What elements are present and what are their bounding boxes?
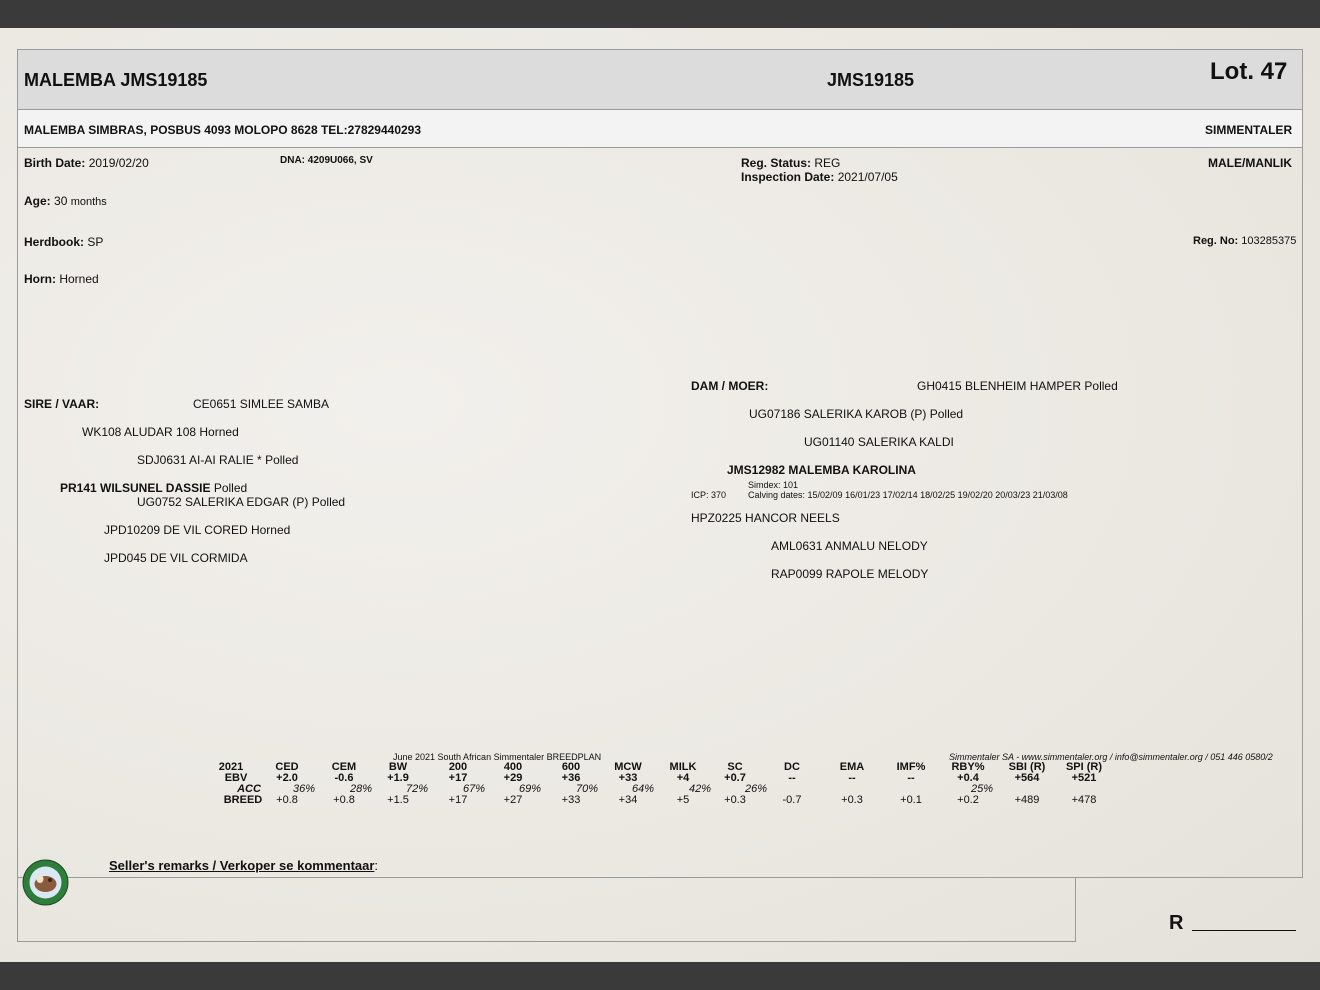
- ebv-h-dc: DC: [784, 761, 800, 773]
- breed-label: SIMMENTALER: [1205, 123, 1293, 137]
- ebv-breed-200: +17: [448, 794, 468, 806]
- ebv-ebv-ema: --: [848, 772, 856, 784]
- ebv-acc-400: 69%: [518, 783, 542, 795]
- ebv-ebv-200: +17: [448, 772, 468, 784]
- price-currency: R: [1169, 912, 1184, 934]
- ebv-breed-mcw: +34: [618, 794, 638, 806]
- sellers-remarks-label: [109, 858, 378, 873]
- ebv-ebv-sbi-r: +564: [1014, 772, 1040, 784]
- ebv-breed-400: +27: [503, 794, 523, 806]
- ebv-row-ebv-label: EBV: [224, 772, 248, 784]
- ebv-acc-rby: 25%: [970, 783, 994, 795]
- ebv-h-bw: BW: [388, 761, 408, 773]
- lot-number: Lot. 47: [1210, 58, 1288, 85]
- ebv-h-400: 400: [503, 761, 523, 773]
- ebv-ebv-dc: --: [788, 772, 796, 784]
- dam-top: GH0415 BLENHEIM HAMPER Polled: [917, 379, 1118, 393]
- age: [24, 194, 107, 208]
- sire-dam-dam: JPD045 DE VIL CORMIDA: [104, 551, 248, 565]
- sire-sire-sire: SDJ0631 AI-AI RALIE * Polled: [137, 453, 299, 467]
- ebv-h-ema: EMA: [839, 761, 865, 773]
- ebv-h-cem: CEM: [331, 761, 357, 773]
- ebv-h-mcw: MCW: [614, 761, 642, 773]
- price-line: [1192, 930, 1296, 931]
- dam-dam: HPZ0225 HANCOR NEELS: [691, 511, 840, 525]
- age-value: 30: [54, 194, 68, 208]
- birth-date-value: 2019/02/20: [88, 156, 149, 170]
- ebv-acc-ced: 36%: [292, 783, 316, 795]
- ebv-ebv-sc: +0.7: [724, 772, 746, 784]
- dna-info: DNA: 4209U066, SV: [280, 155, 373, 166]
- birth-date-label: Birth Date:: [24, 156, 86, 170]
- ebv-breed-imf: +0.1: [900, 794, 922, 806]
- dam-sire-dam: UG01140 SALERIKA KALDI: [804, 435, 954, 449]
- ebv-h-imf: IMF%: [896, 761, 926, 773]
- ebv-h-milk: MILK: [669, 761, 697, 773]
- sire-sire-dam: [60, 481, 247, 495]
- ebv-breed-cem: +0.8: [333, 794, 355, 806]
- reg-no-value: 103285375: [1241, 235, 1297, 247]
- sire-name: CE0651 SIMLEE SAMBA: [193, 397, 330, 411]
- dam-simdex: Simdex: 101: [748, 480, 799, 490]
- sex-label: MALE/MANLIK: [1208, 156, 1292, 170]
- sire-sire: WK108 ALUDAR 108 Horned: [82, 425, 239, 439]
- sire-label: SIRE / VAAR:: [24, 397, 100, 411]
- ebv-acc-milk: 42%: [688, 783, 712, 795]
- ebv-h-200: 200: [448, 761, 468, 773]
- ebv-breed-sc: +0.3: [724, 794, 746, 806]
- ebv-breed-ema: +0.3: [841, 794, 863, 806]
- ebv-acc-cem: 28%: [349, 783, 373, 795]
- horn: [24, 272, 99, 286]
- ebv-h-rby: RBY%: [951, 761, 985, 773]
- horn-label: Horn:: [24, 272, 56, 286]
- reg-status-value: REG: [814, 156, 841, 170]
- ebv-row-acc-label: ACC: [237, 783, 261, 795]
- reg-status: [741, 156, 840, 170]
- herdbook-value: SP: [87, 235, 104, 249]
- ebv-acc-sc: 26%: [744, 783, 768, 795]
- dam-icp: ICP: 370: [691, 490, 727, 500]
- header-band: [18, 50, 1302, 110]
- birth-date: [24, 156, 149, 170]
- ebv-ebv-400: +29: [503, 772, 523, 784]
- reg-no: [1193, 235, 1296, 247]
- ebv-acc-600: 70%: [575, 783, 599, 795]
- herdbook: [24, 235, 103, 249]
- horn-value: Horned: [59, 272, 99, 286]
- ebv-acc-200: 67%: [462, 783, 486, 795]
- ebv-h-sc: SC: [727, 761, 743, 773]
- ebv-ebv-spi-r: +521: [1071, 772, 1097, 784]
- ebv-row-year-label: 2021: [218, 761, 244, 773]
- ebv-ebv-bw: +1.9: [387, 772, 409, 784]
- inspection-date-value: 2021/07/05: [837, 170, 898, 184]
- ebv-h-spi-r: SPI (R): [1065, 761, 1103, 773]
- inspection-date: [741, 170, 898, 184]
- breeder-line: MALEMBA SIMBRAS, POSBUS 4093 MOLOPO 8628 TEL:27829440293: [24, 123, 422, 137]
- dam-calving-dates: Calving dates: 15/02/09 16/01/23 17/02/14 18/02/25 19/02/20 20/03/23 21/03/08: [748, 490, 1068, 500]
- dam-name: JMS12982 MALEMBA KAROLINA: [727, 463, 916, 477]
- ebv-ebv-ced: +2.0: [276, 772, 298, 784]
- ebv-acc-bw: 72%: [405, 783, 429, 795]
- breedplan-title: June 2021 South African Simmentaler BREEDPLAN: [393, 752, 602, 762]
- sire-sire-dam-name: PR141 WILSUNEL DASSIE: [60, 481, 211, 495]
- ebv-breed-spi-r: +478: [1071, 794, 1097, 806]
- sire-sire-dam-horn: Polled: [213, 481, 248, 495]
- age-label: Age:: [24, 194, 51, 208]
- herdbook-label: Herdbook:: [24, 235, 84, 249]
- bottom-letterbox: [0, 962, 1320, 990]
- ebv-ebv-mcw: +33: [618, 772, 638, 784]
- sellers-remarks-text: Seller's remarks / Verkoper se kommentaar: [109, 858, 375, 873]
- ebv-row-breed-label: BREED: [223, 794, 263, 806]
- sire-dam: JPD10209 DE VIL CORED Horned: [104, 523, 291, 537]
- ebv-h-600: 600: [561, 761, 581, 773]
- ebv-breed-rby: +0.2: [957, 794, 979, 806]
- ebv-breed-ced: +0.8: [276, 794, 298, 806]
- ebv-ebv-milk: +4: [676, 772, 690, 784]
- dam-dam-sire: AML0631 ANMALU NELODY: [771, 539, 928, 553]
- ebv-breed-bw: +1.5: [387, 794, 409, 806]
- ebv-ebv-cem: -0.6: [334, 772, 354, 784]
- top-letterbox: [0, 0, 1320, 28]
- reg-status-label: Reg. Status:: [741, 156, 812, 170]
- ebv-ebv-rby: +0.4: [957, 772, 979, 784]
- sellers-remarks-colon: :: [374, 858, 379, 873]
- remarks-frame: [17, 877, 1076, 942]
- age-unit: months: [70, 196, 107, 208]
- sire-sub-line: UG0752 SALERIKA EDGAR (P) Polled: [137, 495, 346, 509]
- ebv-breed-sbi-r: +489: [1014, 794, 1040, 806]
- breedplan-contact: Simmentaler SA - www.simmentaler.org / info@simmentaler.org / 051 446 0580/2: [949, 752, 1273, 762]
- ebv-ebv-imf: --: [907, 772, 915, 784]
- dam-dam-dam: RAP0099 RAPOLE MELODY: [771, 567, 929, 581]
- simmentaler-logo: [22, 859, 69, 906]
- animal-name: MALEMBA JMS19185: [24, 70, 208, 90]
- ebv-acc-mcw: 64%: [631, 783, 655, 795]
- inspection-date-label: Inspection Date:: [741, 170, 835, 184]
- dam-sire: UG07186 SALERIKA KAROB (P) Polled: [749, 407, 964, 421]
- reg-no-label: Reg. No:: [1193, 235, 1239, 247]
- ebv-ebv-600: +36: [561, 772, 581, 784]
- animal-id: JMS19185: [827, 70, 915, 90]
- ebv-h-sbi-r: SBI (R): [1008, 761, 1046, 773]
- ebv-breed-dc: -0.7: [782, 794, 802, 806]
- ebv-breed-600: +33: [561, 794, 581, 806]
- dam-label: DAM / MOER:: [691, 379, 769, 393]
- ebv-h-ced: CED: [275, 761, 299, 773]
- ebv-breed-milk: +5: [676, 794, 690, 806]
